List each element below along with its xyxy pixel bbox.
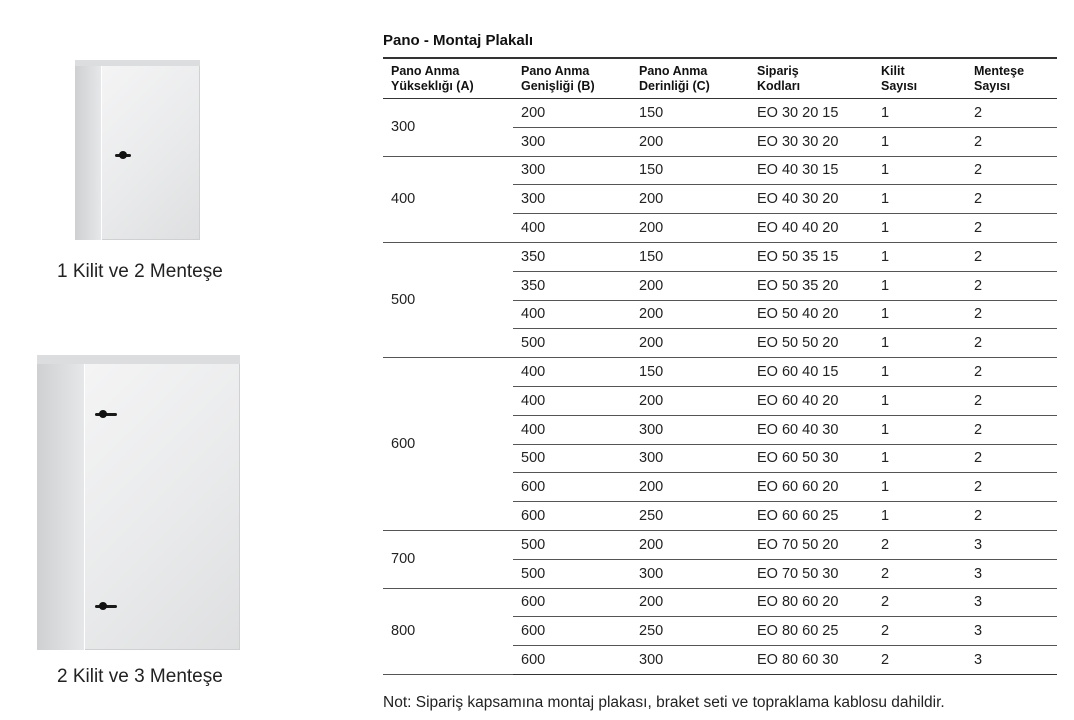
cell-width: 300 xyxy=(513,185,631,214)
cell-order-code: EO 30 30 20 xyxy=(749,127,873,156)
cell-order-code: EO 30 20 15 xyxy=(749,99,873,128)
header-order-code: Sipariş Kodları xyxy=(749,58,873,99)
table-row xyxy=(383,358,1057,387)
cell-width: 400 xyxy=(513,415,631,444)
cell-order-code: EO 40 30 20 xyxy=(749,185,873,214)
cell-order-code: EO 50 40 20 xyxy=(749,300,873,329)
cell-order-code: EO 60 50 30 xyxy=(749,444,873,473)
cell-lock-count: 1 xyxy=(873,156,966,185)
cell-order-code: EO 40 30 15 xyxy=(749,156,873,185)
cell-width: 600 xyxy=(513,473,631,502)
cell-hinge-count: 2 xyxy=(966,242,1057,271)
cell-hinge-count: 2 xyxy=(966,473,1057,502)
cell-height: 400 xyxy=(383,156,513,242)
cell-height: 500 xyxy=(383,242,513,357)
cell-order-code: EO 70 50 20 xyxy=(749,530,873,559)
cell-hinge-count: 2 xyxy=(966,99,1057,128)
cell-order-code: EO 80 60 30 xyxy=(757,652,839,669)
cell-hinge-count: 3 xyxy=(966,559,1057,588)
cell-width: 400 xyxy=(513,358,631,387)
lock-handle-icon xyxy=(95,605,117,608)
table-body xyxy=(383,99,1057,675)
cell-order-code: EO 60 40 15 xyxy=(749,358,873,387)
product-caption-large: 2 Kilit ve 3 Menteşe xyxy=(57,666,223,687)
table-row xyxy=(383,588,1057,617)
cell-width: 400 xyxy=(513,300,631,329)
cell-hinge-count: 2 xyxy=(966,329,1057,358)
cell-width: 600 xyxy=(513,617,631,646)
cell-hinge-count: 3 xyxy=(966,588,1057,617)
header-lock-count: Kilit Sayısı xyxy=(873,58,966,99)
table-row xyxy=(383,99,1057,128)
cell-width: 500 xyxy=(513,530,631,559)
cell-depth: 150 xyxy=(631,99,749,128)
cell-depth: 200 xyxy=(631,185,749,214)
spec-table xyxy=(383,57,1057,675)
cell-order-code: EO 70 50 30 xyxy=(749,559,873,588)
cell-depth: 200 xyxy=(631,271,749,300)
cell-hinge-count: 2 xyxy=(966,185,1057,214)
cell-lock-count: 2 xyxy=(873,559,966,588)
cell-lock-count: 1 xyxy=(873,271,966,300)
cell-depth: 200 xyxy=(631,473,749,502)
table-header-row xyxy=(383,58,1057,99)
cell-depth: 250 xyxy=(631,502,749,531)
cell-height: 300 xyxy=(383,99,513,157)
cell-lock-count: 1 xyxy=(873,415,966,444)
cell-hinge-count: 3 xyxy=(966,530,1057,559)
cell-hinge-count: 2 xyxy=(966,444,1057,473)
cell-lock-count: 1 xyxy=(873,329,966,358)
cell-height: 700 xyxy=(383,530,513,588)
cell-order-code: EO 40 40 20 xyxy=(749,214,873,243)
cell-order-code: EO 50 50 20 xyxy=(749,329,873,358)
cell-lock-count: 1 xyxy=(873,502,966,531)
cell-depth: 150 xyxy=(631,358,749,387)
cell-hinge-count: 2 xyxy=(966,358,1057,387)
cell-lock-count: 2 xyxy=(881,652,890,669)
cell-hinge-count: 2 xyxy=(966,156,1057,185)
cell-width: 500 xyxy=(513,329,631,358)
cell-width: 500 xyxy=(513,559,631,588)
table-row xyxy=(383,530,1057,559)
cell-lock-count: 1 xyxy=(873,214,966,243)
enclosure-cabinet-large-icon xyxy=(37,355,240,650)
cell-hinge-count: 2 xyxy=(966,271,1057,300)
footnote: Not: Sipariş kapsamına montaj plakası, braket seti ve topraklama kablosu dahildir. xyxy=(383,694,945,711)
cell-hinge-count: 2 xyxy=(966,502,1057,531)
cell-height: 600 xyxy=(383,358,513,531)
cell-width: 300 xyxy=(513,156,631,185)
cell-order-code: EO 80 60 20 xyxy=(749,588,873,617)
cell-hinge-count: 3 xyxy=(974,652,983,669)
cell-width: 350 xyxy=(513,242,631,271)
cell-width: 400 xyxy=(513,214,631,243)
cell-width: 200 xyxy=(513,99,631,128)
cell-lock-count: 1 xyxy=(873,444,966,473)
cell-depth: 200 xyxy=(631,588,749,617)
cell-order-code: EO 60 40 30 xyxy=(749,415,873,444)
cell-depth: 250 xyxy=(631,617,749,646)
cell-order-code: EO 60 40 20 xyxy=(749,386,873,415)
cell-depth: 200 xyxy=(631,530,749,559)
cell-depth: 200 xyxy=(631,127,749,156)
cell-height: 800 xyxy=(383,588,513,674)
cell-lock-count: 1 xyxy=(873,358,966,387)
cell-lock-count: 1 xyxy=(873,99,966,128)
cell-width: 500 xyxy=(513,444,631,473)
cell-hinge-count: 2 xyxy=(966,214,1057,243)
cell-lock-count: 1 xyxy=(873,300,966,329)
header-height: Pano Anma Yükseklığı (A) xyxy=(383,58,513,99)
cell-lock-count: 1 xyxy=(873,386,966,415)
cell-order-code: EO 50 35 15 xyxy=(749,242,873,271)
lock-handle-icon xyxy=(115,154,131,157)
cell-lock-count: 2 xyxy=(873,530,966,559)
header-depth: Pano Anma Derinliği (C) xyxy=(631,58,749,99)
cell-order-code: EO 50 35 20 xyxy=(749,271,873,300)
cell-lock-count: 1 xyxy=(873,185,966,214)
header-width: Pano Anma Genişliği (B) xyxy=(513,58,631,99)
cell-width: 350 xyxy=(513,271,631,300)
cell-depth: 300 xyxy=(631,415,749,444)
cell-depth: 200 xyxy=(631,329,749,358)
table-row xyxy=(383,156,1057,185)
cell-hinge-count: 2 xyxy=(966,386,1057,415)
cell-depth: 300 xyxy=(639,652,664,669)
cell-depth: 300 xyxy=(631,444,749,473)
cell-lock-count: 2 xyxy=(873,617,966,646)
cell-width: 600 xyxy=(513,502,631,531)
cell-lock-count: 1 xyxy=(873,127,966,156)
cell-depth: 150 xyxy=(631,156,749,185)
table-row xyxy=(383,242,1057,271)
cell-depth: 300 xyxy=(631,559,749,588)
product-caption-small: 1 Kilit ve 2 Menteşe xyxy=(57,261,223,282)
cell-depth: 200 xyxy=(631,300,749,329)
cell-lock-count: 1 xyxy=(873,473,966,502)
cell-hinge-count: 2 xyxy=(966,127,1057,156)
cell-hinge-count: 2 xyxy=(966,300,1057,329)
cell-depth: 200 xyxy=(631,386,749,415)
header-hinge-count: Menteşe Sayısı xyxy=(966,58,1057,99)
cell-lock-count: 2 xyxy=(873,588,966,617)
cell-depth: 150 xyxy=(631,242,749,271)
cell-width: 600 xyxy=(521,652,546,669)
enclosure-cabinet-small-icon xyxy=(75,60,200,240)
cell-width: 400 xyxy=(513,386,631,415)
cell-depth: 200 xyxy=(631,214,749,243)
cell-order-code: EO 60 60 20 xyxy=(749,473,873,502)
cell-hinge-count: 2 xyxy=(966,415,1057,444)
cell-width: 300 xyxy=(513,127,631,156)
table-title: Pano - Montaj Plakalı xyxy=(383,32,534,49)
lock-handle-icon xyxy=(95,413,117,416)
cell-lock-count: 1 xyxy=(873,242,966,271)
cell-hinge-count: 3 xyxy=(966,617,1057,646)
cell-order-code: EO 80 60 25 xyxy=(749,617,873,646)
cell-order-code: EO 60 60 25 xyxy=(749,502,873,531)
cell-width: 600 xyxy=(513,588,631,617)
